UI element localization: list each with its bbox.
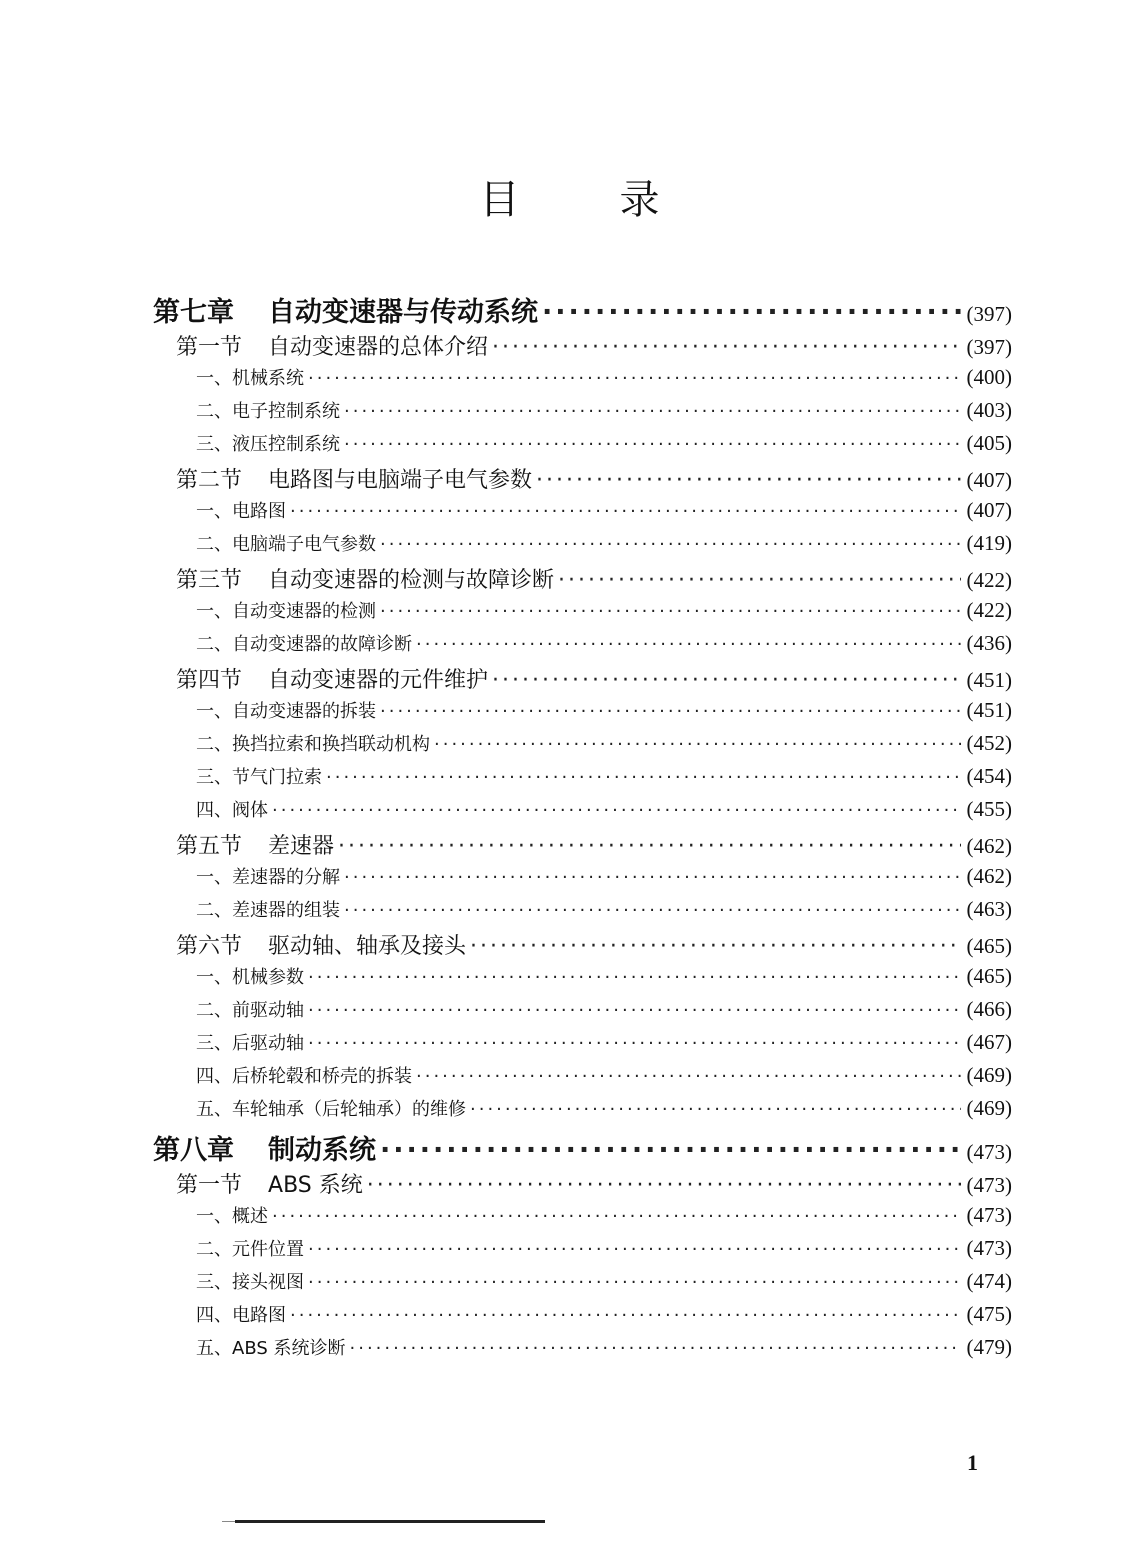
- toc-entry-title: 前驱动轴: [232, 1000, 304, 1021]
- toc-entry-prefix: 第六节: [176, 934, 243, 959]
- toc-entry-page-number: (465): [966, 934, 1012, 958]
- dot-leader: [492, 668, 960, 693]
- toc-item-entry[interactable]: [150, 530, 1012, 563]
- toc-entry-label: [196, 1202, 268, 1228]
- toc-entry-title: 电路图: [232, 1305, 286, 1326]
- toc-entry-title: 自动变速器的故障诊断: [232, 634, 412, 655]
- toc-entry-prefix: 一、: [196, 967, 232, 988]
- toc-section-entry[interactable]: [150, 929, 1012, 963]
- toc-entry-title: 差速器的分解: [232, 867, 340, 888]
- dot-leader: [290, 501, 961, 522]
- toc-entry-title: 自动变速器的总体介绍: [268, 335, 489, 360]
- dot-leader: [308, 1033, 961, 1054]
- toc-item-entry[interactable]: [150, 1202, 1012, 1235]
- toc-entry-title: ABS 系统: [268, 1173, 363, 1198]
- toc-entry-prefix: 二、: [196, 634, 232, 655]
- toc-item-entry[interactable]: [150, 763, 1012, 796]
- toc-entry-title: 液压控制系统: [232, 434, 340, 455]
- toc-entry-prefix: 二、: [196, 900, 232, 921]
- toc-entry-prefix: 第七章: [153, 297, 234, 328]
- toc-chapter-entry[interactable]: [150, 1128, 1012, 1168]
- toc-entry-prefix: 一、: [196, 701, 232, 722]
- page-title-char-2: 录: [619, 177, 660, 223]
- toc-entry-page-number: (422): [966, 598, 1012, 622]
- toc-item-entry[interactable]: [150, 796, 1012, 829]
- dot-leader: [536, 468, 960, 493]
- dot-leader: [344, 900, 961, 921]
- toc-entry-page-number: (473): [966, 1203, 1012, 1227]
- dot-leader: [308, 1000, 961, 1021]
- toc-entry-page-number: (469): [966, 1063, 1012, 1087]
- toc-entry-title: 自动变速器的检测: [232, 601, 376, 622]
- toc-entry-title: 自动变速器的元件维护: [268, 668, 489, 693]
- toc-chapter-entry[interactable]: [150, 290, 1012, 330]
- toc-entry-prefix: 第八章: [153, 1135, 234, 1166]
- toc-entry-page-number: (407): [966, 468, 1012, 492]
- toc-entry-prefix: 四、: [196, 1305, 232, 1326]
- toc-entry-label: [196, 397, 340, 423]
- toc-entry-page-number: (474): [966, 1269, 1012, 1293]
- dot-leader: [326, 767, 961, 788]
- toc-section-entry[interactable]: [150, 563, 1012, 597]
- dot-leader: [344, 434, 961, 455]
- toc-entry-page-number: (397): [966, 302, 1012, 326]
- toc-entry-page-number: (455): [966, 797, 1012, 821]
- toc-entry-title: ABS 系统诊断: [232, 1338, 346, 1359]
- toc-item-entry[interactable]: [150, 963, 1012, 996]
- page-title-char-1: 目: [479, 177, 520, 223]
- toc-entry-page-number: (419): [966, 531, 1012, 555]
- toc-entry-prefix: 三、: [196, 767, 232, 788]
- toc-item-entry[interactable]: [150, 1062, 1012, 1095]
- toc-entry-prefix: 一、: [196, 867, 232, 888]
- toc-entry-title: 后驱动轴: [232, 1033, 304, 1054]
- toc-entry-prefix: 一、: [196, 601, 232, 622]
- toc-entry-label: [153, 290, 538, 329]
- toc-entry-title: 阀体: [232, 800, 268, 821]
- toc-entry-prefix: 二、: [196, 1000, 232, 1021]
- toc-entry-page-number: (473): [966, 1140, 1012, 1164]
- toc-item-entry[interactable]: [150, 730, 1012, 763]
- toc-entry-title: 自动变速器的检测与故障诊断: [268, 568, 555, 593]
- toc-entry-label: [176, 330, 488, 361]
- toc-entry-page-number: (407): [966, 498, 1012, 522]
- toc-entry-prefix: 三、: [196, 1033, 232, 1054]
- toc-entry-title: 电脑端子电气参数: [232, 534, 376, 555]
- dot-leader: [344, 867, 961, 888]
- dot-leader: [380, 701, 961, 722]
- toc-entry-title: 自动变速器的拆装: [232, 701, 376, 722]
- toc-entry-prefix: 三、: [196, 434, 232, 455]
- dot-leader: [344, 401, 961, 422]
- dot-leader: [542, 297, 961, 328]
- dot-leader: [308, 1272, 961, 1293]
- toc-entry-label: [176, 929, 466, 960]
- toc-entry-page-number: (452): [966, 731, 1012, 755]
- toc-entry-label: [176, 829, 334, 860]
- toc-entry-page-number: (465): [966, 964, 1012, 988]
- toc-entry-label: [176, 563, 554, 594]
- toc-entry-label: [196, 697, 376, 723]
- toc-entry-page-number: (479): [966, 1335, 1012, 1359]
- toc-entry-label: [176, 663, 488, 694]
- dot-leader: [272, 800, 961, 821]
- toc-entry-prefix: 一、: [196, 368, 232, 389]
- dot-leader: [308, 1239, 961, 1260]
- toc-section-entry[interactable]: [150, 463, 1012, 497]
- toc-entry-label: [196, 1334, 346, 1360]
- toc-entry-prefix: 第一节: [176, 335, 243, 360]
- toc-item-entry[interactable]: [150, 1268, 1012, 1301]
- toc-entry-page-number: (463): [966, 897, 1012, 921]
- toc-entry-title: 电路图与电脑端子电气参数: [268, 468, 533, 493]
- toc-entry-label: [196, 896, 340, 922]
- toc-entry-page-number: (451): [966, 668, 1012, 692]
- toc-entry-page-number: (405): [966, 431, 1012, 455]
- toc-entry-prefix: 二、: [196, 401, 232, 422]
- toc-entry-label: [196, 863, 340, 889]
- toc-item-entry[interactable]: [150, 1029, 1012, 1062]
- toc-entry-title: 制动系统: [268, 1135, 376, 1166]
- toc-item-entry[interactable]: [150, 1235, 1012, 1268]
- toc-entry-title: 驱动轴、轴承及接头: [268, 934, 467, 959]
- toc-entry-page-number: (467): [966, 1030, 1012, 1054]
- toc-entry-title: 差速器: [268, 834, 335, 859]
- toc-item-entry[interactable]: [150, 397, 1012, 430]
- toc-entry-title: 概述: [232, 1206, 268, 1227]
- toc-entry-page-number: (436): [966, 631, 1012, 655]
- toc-entry-prefix: 四、: [196, 1066, 232, 1087]
- toc-item-entry[interactable]: [150, 430, 1012, 463]
- toc-item-entry[interactable]: [150, 364, 1012, 397]
- dot-leader: [380, 1135, 961, 1166]
- toc-entry-page-number: (454): [966, 764, 1012, 788]
- toc-entry-prefix: 二、: [196, 1239, 232, 1260]
- toc-entry-title: 机械参数: [232, 967, 304, 988]
- toc-item-entry[interactable]: [150, 597, 1012, 630]
- toc-entry-label: [196, 1235, 304, 1261]
- toc-entry-prefix: 第二节: [176, 468, 243, 493]
- toc-entry-prefix: 二、: [196, 534, 232, 555]
- toc-section-entry[interactable]: [150, 663, 1012, 697]
- toc-entry-page-number: (473): [966, 1173, 1012, 1197]
- toc-item-entry[interactable]: [150, 1334, 1012, 1367]
- toc-entry-title: 元件位置: [232, 1239, 304, 1260]
- toc-entry-label: [196, 963, 304, 989]
- toc-entry-label: [196, 1062, 412, 1088]
- toc-entry-page-number: (475): [966, 1302, 1012, 1326]
- toc-item-entry[interactable]: [150, 896, 1012, 929]
- table-of-contents: [150, 290, 1012, 1367]
- toc-entry-title: 自动变速器与传动系统: [268, 297, 538, 328]
- dot-leader: [416, 1066, 961, 1087]
- toc-entry-title: 接头视图: [232, 1272, 304, 1293]
- toc-entry-page-number: (466): [966, 997, 1012, 1021]
- toc-entry-page-number: (451): [966, 698, 1012, 722]
- toc-entry-label: [196, 796, 268, 822]
- toc-entry-prefix: 五、: [196, 1099, 232, 1120]
- toc-entry-page-number: (462): [966, 834, 1012, 858]
- toc-entry-prefix: 第五节: [176, 834, 243, 859]
- toc-item-entry[interactable]: [150, 497, 1012, 530]
- toc-entry-label: [196, 1029, 304, 1055]
- toc-entry-label: [196, 497, 286, 523]
- dot-leader: [350, 1338, 961, 1359]
- dot-leader: [338, 834, 960, 859]
- toc-entry-page-number: (403): [966, 398, 1012, 422]
- toc-entry-page-number: (462): [966, 864, 1012, 888]
- toc-entry-label: [176, 1168, 363, 1199]
- toc-entry-prefix: 五、: [196, 1338, 232, 1359]
- toc-entry-label: [196, 996, 304, 1022]
- toc-entry-page-number: (469): [966, 1096, 1012, 1120]
- toc-entry-title: 电子控制系统: [232, 401, 340, 422]
- toc-entry-prefix: 四、: [196, 800, 232, 821]
- dot-leader: [380, 601, 961, 622]
- toc-item-entry[interactable]: [150, 630, 1012, 663]
- toc-entry-label: [196, 364, 304, 390]
- toc-entry-label: [196, 597, 376, 623]
- toc-entry-prefix: 一、: [196, 501, 232, 522]
- page-title: [0, 168, 1139, 225]
- toc-item-entry[interactable]: [150, 863, 1012, 896]
- toc-entry-label: [196, 763, 322, 789]
- toc-entry-prefix: 第三节: [176, 568, 243, 593]
- toc-entry-label: [196, 530, 376, 556]
- toc-entry-page-number: (400): [966, 365, 1012, 389]
- toc-entry-title: 机械系统: [232, 368, 304, 389]
- dot-leader: [434, 734, 961, 755]
- toc-entry-label: [176, 463, 532, 494]
- dot-leader: [558, 568, 960, 593]
- toc-entry-title: 节气门拉索: [232, 767, 322, 788]
- dot-leader: [470, 1099, 961, 1120]
- dot-leader: [308, 368, 961, 389]
- dot-leader: [470, 934, 960, 959]
- toc-entry-label: [196, 730, 430, 756]
- dot-leader: [416, 634, 961, 655]
- toc-entry-title: 车轮轴承（后轮轴承）的维修: [232, 1099, 466, 1120]
- toc-section-entry[interactable]: [150, 829, 1012, 863]
- toc-entry-page-number: (397): [966, 335, 1012, 359]
- toc-entry-prefix: 第四节: [176, 668, 243, 693]
- toc-entry-prefix: 三、: [196, 1272, 232, 1293]
- toc-item-entry[interactable]: [150, 1095, 1012, 1128]
- toc-entry-title: 后桥轮毂和桥壳的拆装: [232, 1066, 412, 1087]
- toc-entry-label: [153, 1128, 376, 1167]
- toc-section-entry[interactable]: [150, 330, 1012, 364]
- toc-entry-label: [196, 430, 340, 456]
- toc-entry-label: [196, 1301, 286, 1327]
- toc-entry-page-number: (422): [966, 568, 1012, 592]
- toc-entry-label: [196, 1268, 304, 1294]
- toc-item-entry[interactable]: [150, 1301, 1012, 1334]
- toc-entry-label: [196, 630, 412, 656]
- dot-leader: [367, 1173, 961, 1198]
- page-number: 1: [967, 1450, 978, 1475]
- dot-leader: [272, 1206, 961, 1227]
- toc-item-entry[interactable]: [150, 996, 1012, 1029]
- toc-entry-page-number: (473): [966, 1236, 1012, 1260]
- toc-entry-prefix: 一、: [196, 1206, 232, 1227]
- toc-entry-label: [196, 1095, 466, 1121]
- dot-leader: [380, 534, 961, 555]
- dot-leader: [290, 1305, 961, 1326]
- toc-entry-prefix: 二、: [196, 734, 232, 755]
- toc-entry-title: 差速器的组装: [232, 900, 340, 921]
- dot-leader: [308, 967, 961, 988]
- toc-entry-title: 电路图: [232, 501, 286, 522]
- toc-entry-title: 换挡拉索和换挡联动机构: [232, 734, 430, 755]
- toc-section-entry[interactable]: [150, 1168, 1012, 1202]
- scan-artifact-line: [235, 1520, 545, 1523]
- dot-leader: [492, 335, 960, 360]
- toc-item-entry[interactable]: [150, 697, 1012, 730]
- toc-entry-prefix: 第一节: [176, 1173, 243, 1198]
